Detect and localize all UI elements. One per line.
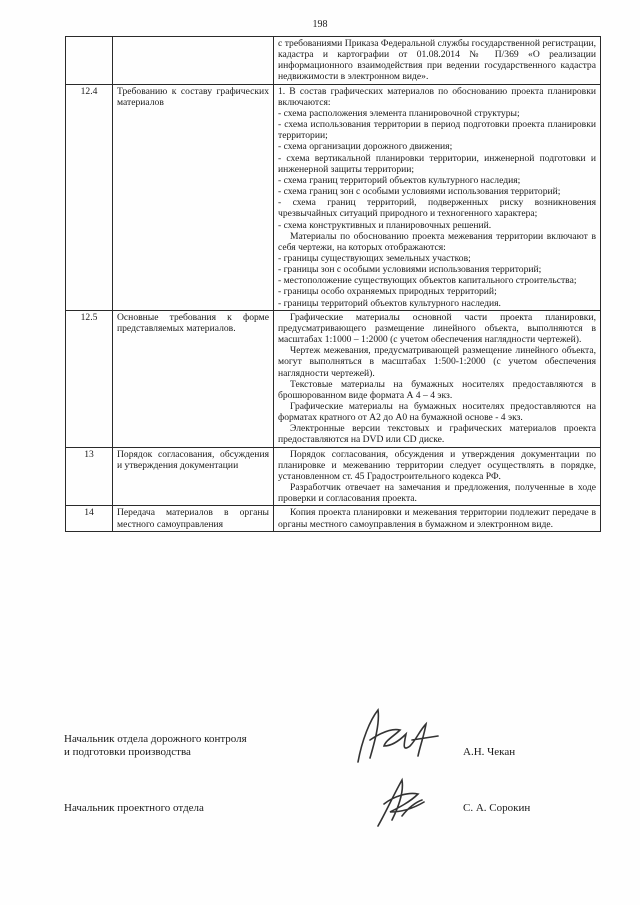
requirement-paragraph: - границы территорий объектов культурного наследия. xyxy=(278,297,501,309)
requirement-name: Порядок согласования, обсуждения и утверждения документации xyxy=(113,447,274,506)
requirement-paragraph: Графические материалы на бумажных носителях предоставляются на форматах кратного от А2 до А0 на бумажной основе - 4 экз. xyxy=(278,401,596,424)
table-row xyxy=(66,506,601,531)
requirement-paragraph: Разработчик отвечает на замечания и предложения, полученные в ходе проверки и согласования проекта. xyxy=(278,482,596,505)
requirements-table xyxy=(65,36,601,532)
requirement-paragraph: - границы зон с особыми условиями использования территорий; xyxy=(278,264,542,276)
requirement-name: Требованию к составу графических материалов xyxy=(113,84,274,310)
requirement-paragraph: - схема расположения элемента планировочной структуры; xyxy=(278,107,520,119)
requirement-paragraph: - схема конструктивных и планировочных решений. xyxy=(278,219,492,231)
requirement-paragraph: - границы существующих земельных участков; xyxy=(278,252,471,264)
signature-block-road-control xyxy=(64,733,247,759)
table-row xyxy=(66,37,601,85)
requirement-text xyxy=(274,447,601,506)
row-number: 13 xyxy=(66,447,113,506)
table-row xyxy=(66,447,601,506)
requirement-paragraph: - схема вертикальной планировки территории, инженерной подготовки и инженерной защиты территории; xyxy=(278,152,596,175)
requirement-paragraph: Чертеж межевания, предусматривающей размещение линейного объекта, могут выполняться в масштабах 1:500-1:2000 (с учетом обеспечения наглядности чертежей). xyxy=(278,345,596,379)
requirement-paragraph: - схема организации дорожного движения; xyxy=(278,141,453,153)
signer-name-sorokin: С. А. Сорокин xyxy=(463,802,531,814)
handwritten-signature-chekan xyxy=(340,700,450,770)
position-road-control-line1: Начальник отдела дорожного контроля xyxy=(64,733,247,745)
requirement-paragraph: - схема границ зон с особыми условиями использования территорий; xyxy=(278,186,561,198)
requirement-name xyxy=(113,37,274,85)
requirement-paragraph: Текстовые материалы на бумажных носителях предоставляются в брошюрованном виде формата А 4 – 4 экз. xyxy=(278,378,596,401)
requirement-paragraph: - схема границ территорий объектов культурного наследия; xyxy=(278,174,521,186)
page-number: 198 xyxy=(312,19,328,30)
requirement-paragraph: 1. В состав графических материалов по обоснованию проекта планировки включаются: xyxy=(278,85,596,108)
requirement-paragraph: Графические материалы основной части проекта планировки, предусматривающего размещение линейного объекта, выполняются в масштабах 1:1000 – 1:2000 (с учетом обеспечения наглядности чертежей). xyxy=(278,311,596,346)
position-road-control-line2: и подготовки производства xyxy=(64,746,191,758)
table-row xyxy=(66,310,601,447)
requirement-name: Передача материалов в органы местного самоуправления xyxy=(113,506,274,531)
row-number xyxy=(66,37,113,85)
position-design-department: Начальник проектного отдела xyxy=(64,802,204,814)
requirement-paragraph: Электронные версии текстовых и графических материалов проекта предоставляются на DVD или CD диске. xyxy=(278,423,596,446)
row-number: 12.5 xyxy=(66,310,113,447)
requirement-paragraph: Копия проекта планировки и межевания территории подлежит передаче в органы местного самоуправления в бумажном и электронном виде. xyxy=(278,507,596,530)
requirement-name: Основные требования к форме представляемых материалов. xyxy=(113,310,274,447)
requirement-text xyxy=(274,37,601,85)
signer-name-chekan: А.Н. Чекан xyxy=(463,746,516,758)
requirement-text xyxy=(274,310,601,447)
requirement-paragraph: - схема использования территории в период подготовки проекта планировки территории; xyxy=(278,119,596,142)
row-number: 12.4 xyxy=(66,84,113,310)
requirement-text xyxy=(274,84,601,310)
requirement-paragraph: Порядок согласования, обсуждения и утверждения документации по планировке и межеванию территории следует осуществлять в порядке, установленном ст. 45 Градостроительного кодекса РФ. xyxy=(278,448,596,482)
table-row xyxy=(66,84,601,310)
row-number: 14 xyxy=(66,506,113,531)
requirement-paragraph: - границы особо охраняемых природных территорий; xyxy=(278,286,497,298)
handwritten-signature-sorokin xyxy=(358,772,448,832)
requirement-paragraph: - схема границ территорий, подверженных риску возникновения чрезвычайных ситуаций природного и техногенного характера; xyxy=(278,197,596,220)
requirement-paragraph: - местоположение существующих объектов капитального строительства; xyxy=(278,275,577,287)
requirement-paragraph: с требованиями Приказа Федеральной службы государственной регистрации, кадастра и картографии от 01.08.2014 № П/369 «О реализации информационного взаимодействия при ведении государственного кадастра недвижимости в электронном виде». xyxy=(278,38,596,83)
requirement-paragraph: Материалы по обоснованию проекта межевания территории включают в себя чертежи, на которых отображаются: xyxy=(278,230,596,253)
requirement-text xyxy=(274,506,601,531)
